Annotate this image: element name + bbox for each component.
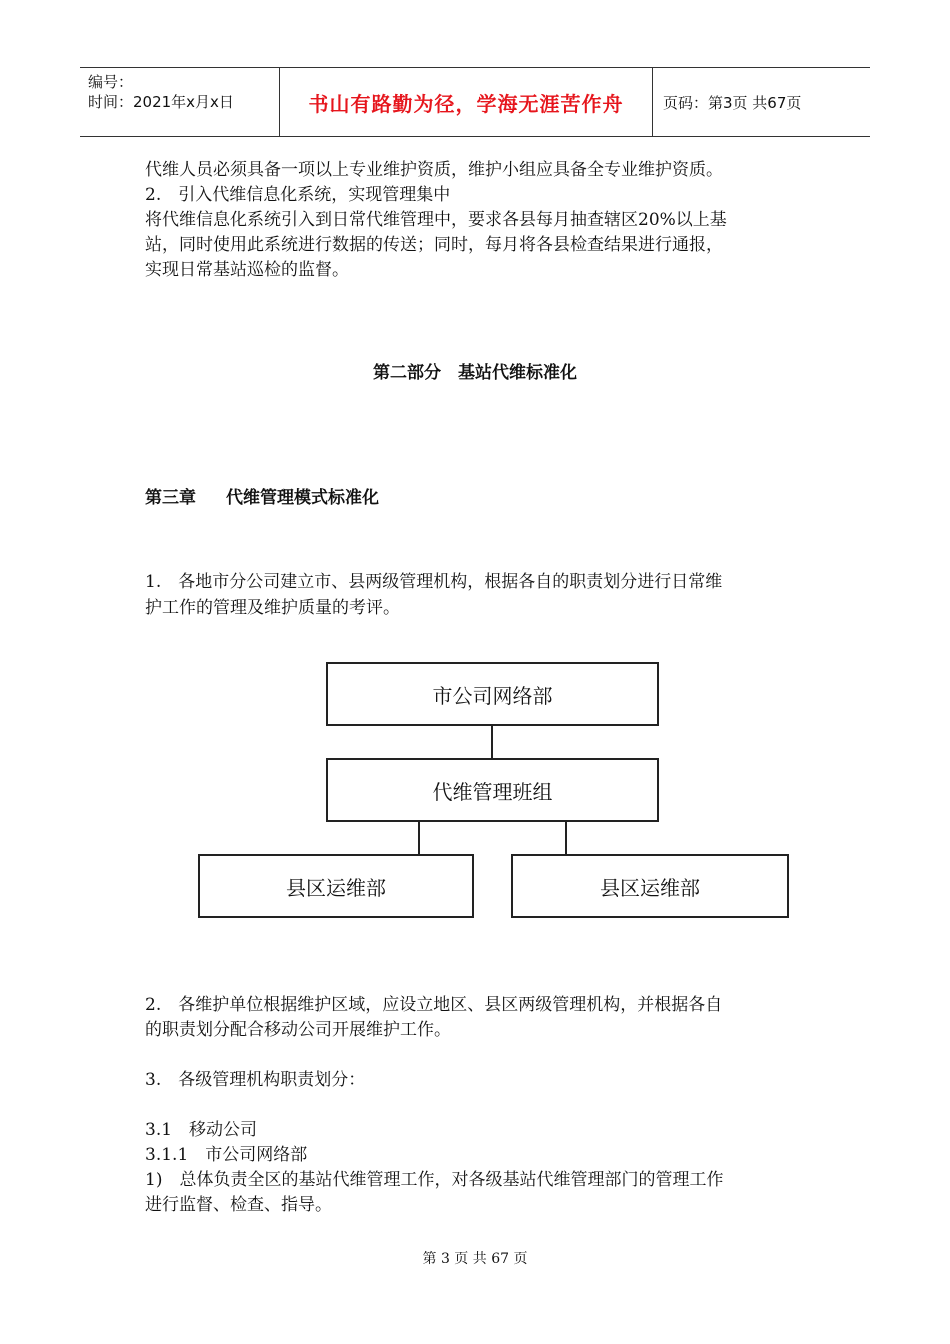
paragraph: 2. 引入代维信息化系统，实现管理集中 bbox=[145, 185, 451, 205]
header-page-info: 页码：第3页 共67页 bbox=[663, 93, 802, 112]
paragraph: 3. 各级管理机构职责划分： bbox=[145, 1070, 366, 1090]
org-box-maintenance-team: 代维管理班组 bbox=[326, 758, 659, 822]
chapter-number: 第三章 bbox=[145, 488, 196, 508]
paragraph: 护工作的管理及维护质量的考评。 bbox=[145, 598, 400, 618]
chapter-heading bbox=[145, 483, 379, 508]
paragraph: 代维人员必须具备一项以上专业维护资质，维护小组应具备全专业维护资质。 bbox=[145, 160, 723, 180]
paragraph: 实现日常基站巡检的监督。 bbox=[145, 260, 349, 280]
page-footer: 第 3 页 共 67 页 bbox=[422, 1251, 528, 1267]
paragraph: 进行监督、检查、指导。 bbox=[145, 1195, 332, 1215]
part-title: 第二部分 基站代维标准化 bbox=[373, 363, 577, 383]
header-meta bbox=[80, 68, 280, 136]
section-heading: 3.1 移动公司 bbox=[145, 1120, 258, 1140]
paragraph: 将代维信息化系统引入到日常代维管理中，要求各县每月抽查辖区20%以上基 bbox=[145, 210, 727, 230]
paragraph: 1. 各地市分公司建立市、县两级管理机构，根据各自的职责划分进行日常维 bbox=[145, 572, 723, 592]
header-number-label: 编号： bbox=[88, 73, 134, 91]
org-box-county-ops-right: 县区运维部 bbox=[511, 854, 789, 918]
paragraph: 的职责划分配合移动公司开展维护工作。 bbox=[145, 1020, 451, 1040]
header-motto: 书山有路勤为径，学海无涯苦作舟 bbox=[280, 68, 653, 136]
subsection-heading: 3.1.1 市公司网络部 bbox=[145, 1145, 308, 1165]
org-box-network-dept: 市公司网络部 bbox=[326, 662, 659, 726]
header-time-label: 时间：2021年x月x日 bbox=[88, 93, 234, 111]
paragraph: 站，同时使用此系统进行数据的传送；同时，每月将各县检查结果进行通报， bbox=[145, 235, 723, 255]
chapter-title: 代维管理模式标准化 bbox=[226, 488, 379, 508]
paragraph: 1) 总体负责全区的基站代维管理工作，对各级基站代维管理部门的管理工作 bbox=[145, 1170, 724, 1190]
paragraph: 2. 各维护单位根据维护区域，应设立地区、县区两级管理机构，并根据各自 bbox=[145, 995, 723, 1015]
org-box-county-ops-left: 县区运维部 bbox=[198, 854, 474, 918]
page-header bbox=[80, 67, 870, 137]
